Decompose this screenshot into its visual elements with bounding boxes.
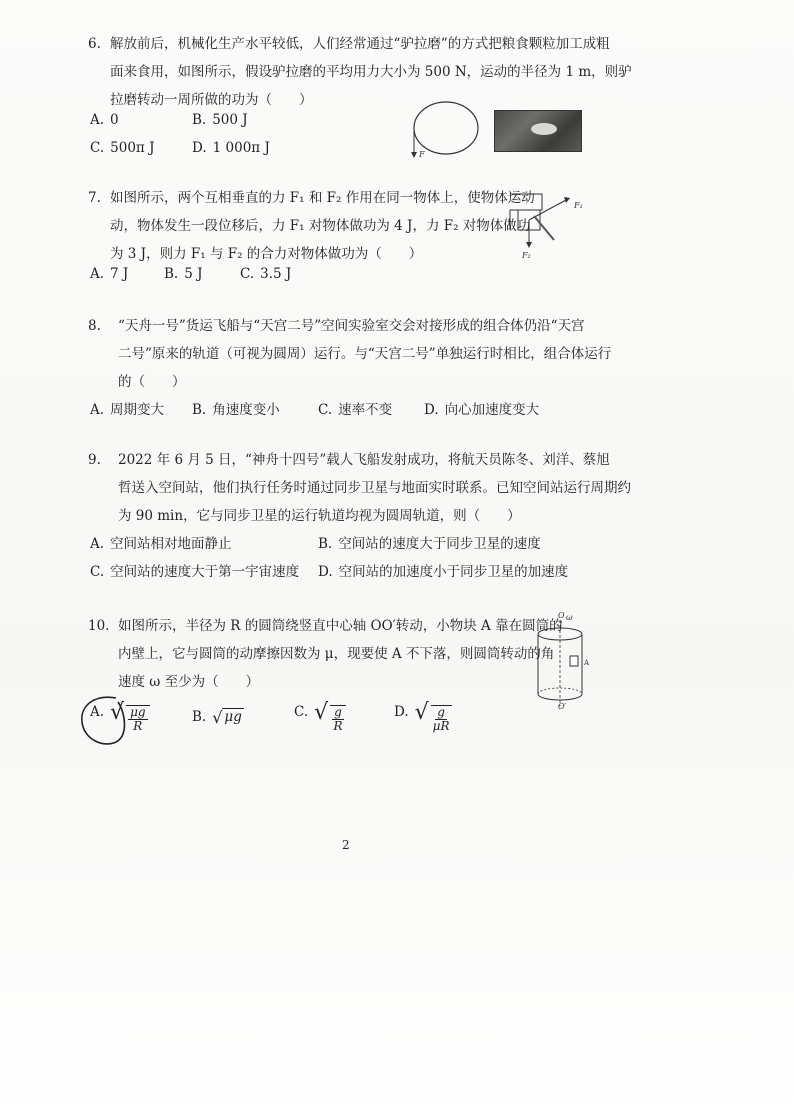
option-10c <box>294 700 346 733</box>
option-label: A. <box>90 402 105 418</box>
option-text: 空间站的速度大于第一宇宙速度 <box>110 564 300 580</box>
option-9b <box>318 532 541 552</box>
option-text: 3.5 J <box>260 266 292 282</box>
option-label: C. <box>240 266 255 282</box>
option-9d <box>318 560 568 580</box>
numerator: μg <box>130 705 146 719</box>
option-6d <box>192 140 270 156</box>
rotating-cylinder-figure <box>530 608 602 712</box>
option-text: 空间站相对地面静止 <box>110 536 232 552</box>
denominator: R <box>133 719 143 733</box>
option-label: D. <box>394 704 409 720</box>
question-text-line: “天舟一号”货运飞船与“天宫二号”空间实验室交会对接形成的组合体仍沿“天宫 <box>118 318 585 334</box>
option-label: B. <box>318 536 333 552</box>
question-text-line: 速度 ω 至少为（ ） <box>118 674 260 690</box>
option-text: 0 <box>110 112 119 128</box>
block-label: A <box>584 659 590 667</box>
option-8c <box>318 398 392 418</box>
page-number: 2 <box>342 838 350 852</box>
f2-label: F₂ <box>522 251 531 260</box>
option-label: C. <box>90 140 105 156</box>
option-text: 7 J <box>110 266 129 282</box>
question-text-line: 面来食用，如图所示，假设驴拉磨的平均用力大小为 500 N，运动的半径为 1 m，则驴 <box>110 64 632 80</box>
sqrt-symbol: √ <box>414 700 429 725</box>
donkey-mill-photo <box>494 110 582 152</box>
numerator: g <box>334 705 342 719</box>
denominator: μR <box>432 719 450 733</box>
option-text: 1 000π J <box>212 140 270 156</box>
perpendicular-forces-figure <box>504 188 596 260</box>
option-text: 500π J <box>110 140 155 156</box>
option-label: A. <box>90 704 105 720</box>
sqrt-symbol: √ <box>110 700 125 725</box>
question-number: 8. <box>88 318 101 334</box>
option-8a <box>90 398 164 418</box>
option-text: 向心加速度变大 <box>444 402 540 418</box>
option-text: 500 J <box>212 112 248 128</box>
option-label: B. <box>192 112 207 128</box>
option-text: 空间站的加速度小于同步卫星的加速度 <box>338 564 569 580</box>
omega-label: ω <box>566 613 573 622</box>
question-text-line: 如图所示，半径为 R 的圆筒绕竖直中心轴 OO′转动，小物块 A 靠在圆筒的 <box>118 618 563 634</box>
sqrt-symbol: √ <box>314 700 329 725</box>
option-label: C. <box>318 402 333 418</box>
option-7b <box>164 266 203 282</box>
option-label: B. <box>164 266 179 282</box>
option-label: A. <box>90 112 105 128</box>
question-number: 6. <box>88 36 101 52</box>
axis-top-label: O <box>558 611 565 620</box>
option-label: B. <box>192 709 207 725</box>
option-label: D. <box>424 402 439 418</box>
option-label: D. <box>192 140 207 156</box>
option-text: 角速度变小 <box>212 402 280 418</box>
question-text-line: 2022 年 6 月 5 日，“神舟十四号”载人飞船发射成功，将航天员陈冬、刘洋、蔡旭 <box>118 452 610 468</box>
option-label: C. <box>294 704 309 720</box>
question-text-line: 的（ ） <box>118 374 186 390</box>
question-text-line: 为 3 J，则力 F₁ 与 F₂ 的合力对物体做功为（ ） <box>110 246 423 262</box>
question-number: 9. <box>88 452 101 468</box>
question-text-line: 内壁上，它与圆筒的动摩擦因数为 μ，现要使 A 不下落，则圆筒转动的角 <box>118 646 555 662</box>
option-7c <box>240 266 291 282</box>
option-label: C. <box>90 564 105 580</box>
question-text-line: 哲送入空间站，他们执行任务时通过同步卫星与地面实时联系。已知空间站运行周期约 <box>118 480 631 496</box>
option-label: D. <box>318 564 333 580</box>
force-label: F <box>419 150 425 159</box>
question-number: 10. <box>88 618 110 634</box>
question-text-line: 二号”原来的轨道（可视为圆周）运行。与“天宫二号”单独运行时相比，组合体运行 <box>118 346 612 362</box>
sqrt-symbol: √ <box>212 708 223 727</box>
option-10b <box>192 708 244 727</box>
option-label: B. <box>192 402 207 418</box>
question-text-line: 为 90 min，它与同步卫星的运行轨道均视为圆周轨道，则（ ） <box>118 508 521 524</box>
option-6a <box>90 112 119 128</box>
option-8b <box>192 398 280 418</box>
denominator: R <box>333 719 343 733</box>
question-number: 7. <box>88 190 101 206</box>
option-7a <box>90 266 128 282</box>
option-text: 速率不变 <box>338 402 393 418</box>
f1-label: F₁ <box>574 201 583 210</box>
radicand: μg <box>224 709 242 725</box>
option-label: A. <box>90 536 105 552</box>
option-label: A. <box>90 266 105 282</box>
question-text-line: 如图所示，两个互相垂直的力 F₁ 和 F₂ 作用在同一物体上，使物体运动 <box>110 190 535 206</box>
option-text: 周期变大 <box>110 402 165 418</box>
question-text-line: 解放前后，机械化生产水平较低，人们经常通过“驴拉磨”的方式把粮食颗粒加工成粗 <box>110 36 610 52</box>
circle-path-figure <box>406 100 486 162</box>
option-6b <box>192 112 248 128</box>
question-text-line: 拉磨转动一周所做的功为（ ） <box>110 92 313 108</box>
option-9c <box>90 560 299 580</box>
option-text: 空间站的速度大于同步卫星的速度 <box>338 536 541 552</box>
fraction <box>330 705 346 733</box>
option-6c <box>90 140 154 156</box>
option-10d <box>394 700 452 733</box>
handwritten-answer-circle <box>76 692 146 750</box>
question-text-line: 动，物体发生一段位移后，力 F₁ 对物体做功为 4 J，力 F₂ 对物体做功 <box>110 218 531 234</box>
option-8d <box>424 398 539 418</box>
option-9a <box>90 532 232 552</box>
axis-bottom-label: O′ <box>558 702 567 711</box>
option-text: 5 J <box>184 266 203 282</box>
numerator: g <box>437 705 445 719</box>
fraction <box>431 705 452 733</box>
